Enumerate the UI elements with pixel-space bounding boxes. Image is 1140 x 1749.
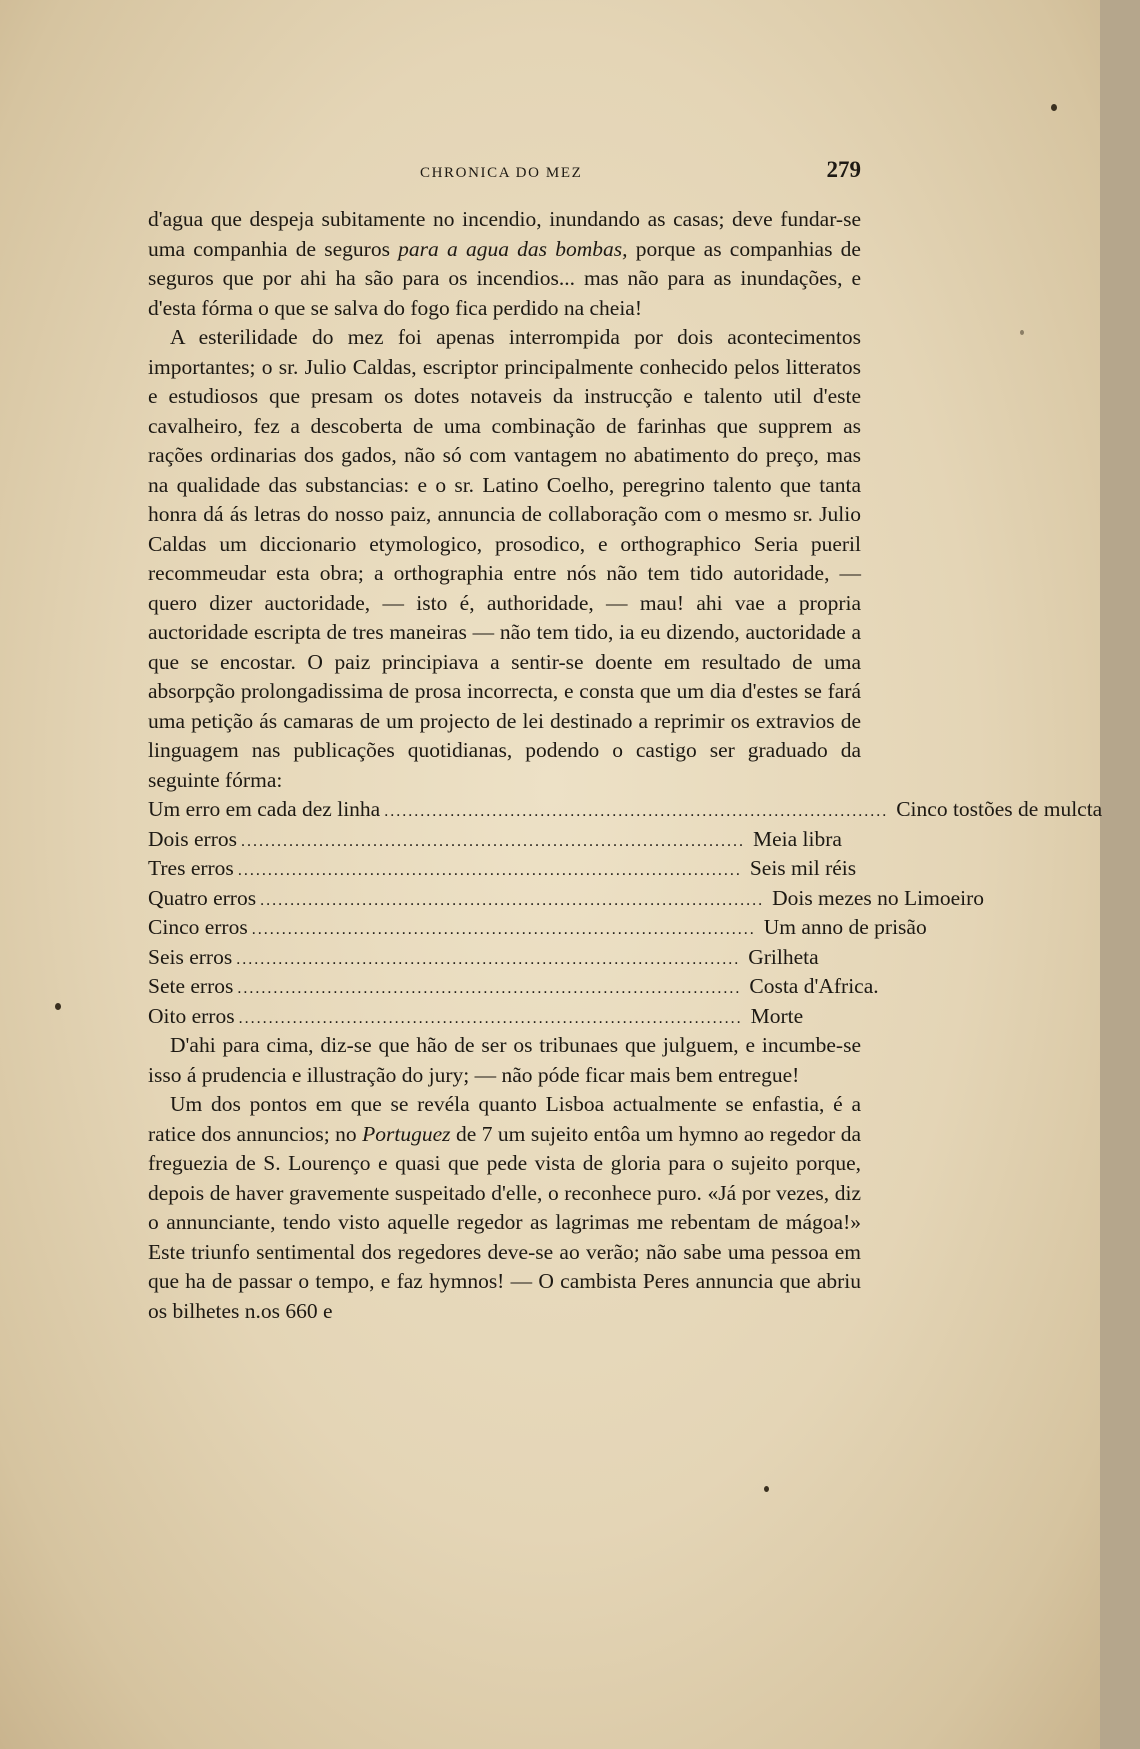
fine-offense: Dois erros [148,826,237,851]
paragraph-1 [148,205,861,323]
fine-row [148,884,985,914]
paragraph-1-italic: para a agua das bombas, [398,236,628,261]
fine-row [148,795,1103,825]
body-text [148,205,1103,1326]
dot-leader: .................................................................................... [237,862,742,879]
fine-row [148,1002,861,1032]
fine-offense: Oito erros [148,1003,235,1028]
fine-row [148,913,927,943]
paragraph-4 [148,1090,861,1326]
fine-penalty: Meia libra [752,826,842,851]
ink-speck [1051,104,1057,111]
page-header [148,157,861,189]
ink-speck [55,1003,61,1010]
fine-row [148,825,861,855]
fine-offense: Sete erros [148,974,234,998]
paragraph-4-text: Um dos pontos em que se revéla quanto Lisboa actualmente se enfastia, é a ratice dos annuncios; no [148,1092,861,1146]
paragraph-2: A esterilidade do mez foi apenas interrompida por dois acontecimentos importantes; o sr. Julio Caldas, escriptor principalmente conhecido pelos litteratos e estudiosos que presam os dotes notaveis da instrucção e talento util d'este cavalheiro, fez a descoberta de uma combinação de farinhas que supprem as rações ordinarias dos gados, não só com vantagem no abatimento do preço, mas na qualidade das substancias: e o sr. Latino Coelho, peregrino talento que tanta honra dá ás letras do nosso paiz, annuncia de collaboração com o mesmo sr. Julio Caldas um diccionario etymologico, prosodico, e orthographico Seria pueril recommeudar esta obra; a orthographia entre nós não tem tido autoridade, — quero dizer auctoridade, — isto é, authoridade, — mau! ahi vae a propria auctoridade escripta de tres maneiras — não tem tido, ia eu dizendo, auctoridade a que se encostar. O paiz principiava a sentir-se doente em resultado de uma absorpção prolongadissima de prosa incorrecta, e consta que um dia d'estes se fará uma petição ás camaras de um projecto de lei destinado a reprimir os extravios de linguagem nas publicações quotidianas, podendo o castigo ser graduado da seguinte fórma: [148,325,861,792]
dot-leader: .................................................................................... [236,950,741,968]
fine-penalty: Um anno de prisão [763,915,927,939]
fine-penalty: Grilheta [748,944,819,969]
paragraph-1-text: d'agua que despeja subitamente no incendio, inundando as casas; deve fundar-se uma companhia de seguros [148,207,861,261]
fine-penalty: Cinco tostões de mulcta [896,797,1103,821]
dot-leader: .................................................................................... [384,803,889,820]
paragraph-4-text-end: de 7 um sujeito entôa um hymno ao regedor da freguezia de S. Lourenço e quasi que pede vista de gloria para o sujeito porque, depois de haver gravemente suspeitado d'elle, o reconhece puro. «Já por vezes, diz o annunciante, tendo visto aquelle regedor as lagrimas me rebentam de mágoa!» Este triunfo sentimental dos regedores deve-se ao verão; não sabe uma pessoa em que ha de passar o tempo, e faz hymnos! — O cambista Peres annuncia que abriu os bilhetes n.os 660 e [148,1121,861,1323]
paragraph-3: D'ahi para cima, diz-se que hão de ser os tribunaes que julguem, e incumbe-se isso á prudencia e illustração do jury; — não póde ficar mais bem entregue! [148,1033,861,1087]
running-head: CHRONICA DO MEZ [420,165,583,181]
fine-offense: Quatro erros [148,885,257,910]
dot-leader: .................................................................................... [260,891,765,909]
ink-speck [1020,330,1024,335]
paragraph-4-italic: Portuguez [362,1121,451,1146]
fine-row [148,972,879,1002]
fines-table [148,795,1103,1031]
dot-leader: .................................................................................... [237,980,742,997]
fine-offense: Tres erros [148,856,234,880]
dot-leader: .................................................................................... [240,832,745,850]
fine-penalty: Costa d'Africa. [749,974,879,998]
fine-offense: Cinco erros [148,915,248,939]
dot-leader: .................................................................................... [251,921,756,938]
paragraph-1-text-end: porque as companhias de seguros que por ahi ha são para os incendios... mas não para as inundações, e d'esta fórma o que se salva do fogo fica perdido na cheia! [148,236,861,320]
fine-row [148,943,861,973]
ink-speck [764,1486,769,1492]
dot-leader: .................................................................................... [238,1009,743,1027]
fine-row [148,854,861,884]
fine-penalty: Seis mil réis [749,856,857,880]
page-number: 279 [826,157,861,182]
fine-offense: Um erro em cada dez linha [148,797,381,821]
fine-penalty: Dois mezes no Limoeiro [772,885,985,910]
fine-offense: Seis erros [148,944,233,969]
fine-penalty: Morte [750,1003,804,1028]
